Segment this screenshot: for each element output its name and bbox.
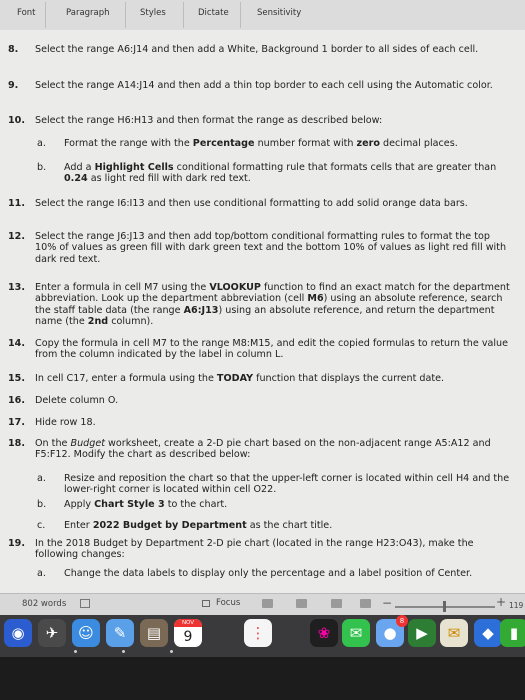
step-text: Hide row 18.: [35, 417, 96, 428]
ribbon-divider: [240, 2, 241, 28]
ribbon-divider: [45, 2, 46, 28]
contacts-app-icon[interactable]: ▤: [140, 619, 168, 647]
numbers-app-icon[interactable]: ▮: [500, 619, 525, 647]
ribbon-divider: [183, 2, 184, 28]
step-text: Enter 2022 Budget by Department as the chart title.: [64, 520, 333, 531]
step-text: Select the range I6:I13 and then use conditional formatting to add solid orange data bars.: [35, 198, 468, 209]
facetime-app-icon[interactable]: ● 8: [376, 619, 404, 647]
step-text: Add a Highlight Cells conditional formatting rule that formats cells that are greater than 0.24 as light red fill with dark red text.: [64, 162, 497, 185]
zoom-out-button[interactable]: −: [382, 596, 393, 610]
notes-app-icon[interactable]: ✉: [440, 619, 468, 647]
finder-app-icon[interactable]: ☺: [72, 619, 100, 647]
facetime-camera-app-icon[interactable]: ▶: [408, 619, 436, 647]
notification-badge: 8: [396, 615, 408, 627]
step-text: In cell C17, enter a formula using the TODAY function that displays the current date.: [35, 373, 445, 384]
calendar-app-icon[interactable]: [174, 619, 202, 647]
step-text: Delete column O.: [35, 395, 119, 406]
print-layout-icon[interactable]: [262, 599, 273, 608]
step-text: Enter a formula in cell M7 using the VLOOKUP function to find an exact match for the department abbreviation. Look up the department abbreviation (cell M6) using an absolute reference, search the staff table data (the range A6:J13) using an absolute reference, and return the department name (the 2nd column).: [35, 282, 510, 328]
step-number: 15.: [8, 373, 25, 384]
siri-app-icon[interactable]: ◉: [4, 619, 32, 647]
ribbon-group-paragraph[interactable]: Paragraph: [66, 8, 110, 18]
step-number: b.: [37, 162, 47, 173]
step-text: Resize and reposition the chart so that the upper-left corner is located within cell H4 and the lower-right corner is located within cell O22.: [64, 473, 510, 496]
step-number: 18.: [8, 438, 25, 449]
step-text: Select the range A14:J14 and then add a thin top border to each cell using the Automatic color.: [35, 80, 493, 91]
read-mode-icon[interactable]: [296, 599, 307, 608]
step-number: a.: [37, 473, 46, 484]
step-text: On the Budget worksheet, create a 2-D pie chart based on the non-adjacent range A5:A12 and F5:F12. Modify the chart as described below:: [35, 438, 491, 461]
running-indicator: [122, 650, 125, 653]
step-number: 9.: [8, 80, 19, 91]
ribbon-divider: [125, 2, 126, 28]
step-text: Copy the formula in cell M7 to the range M8:M15, and edit the copied formulas to return the value from the column indicated by the label in column L.: [35, 338, 509, 361]
document-page[interactable]: [0, 30, 525, 593]
step-number: 14.: [8, 338, 25, 349]
ribbon-group-dictate[interactable]: Dictate: [198, 8, 229, 18]
launchpad-app-icon[interactable]: ✈: [38, 619, 66, 647]
calendar-month: NOV: [174, 619, 202, 627]
focus-button[interactable]: Focus: [216, 598, 241, 608]
step-number: b.: [37, 499, 47, 510]
app-store-app-icon[interactable]: ◆: [474, 619, 502, 647]
step-number: 11.: [8, 198, 25, 209]
step-number: a.: [37, 138, 46, 149]
zoom-slider-knob[interactable]: [443, 601, 446, 612]
step-number: c.: [37, 520, 46, 531]
ribbon-group-font[interactable]: Font: [17, 8, 36, 18]
running-indicator: [170, 650, 173, 653]
running-indicator: [74, 650, 77, 653]
word-count[interactable]: 802 words: [22, 599, 67, 609]
step-number: 17.: [8, 417, 25, 428]
step-number: 19.: [8, 538, 25, 549]
ribbon-group-styles[interactable]: Styles: [140, 8, 166, 18]
zoom-in-button[interactable]: +: [496, 595, 507, 609]
calendar-day: 9: [183, 629, 193, 645]
focus-icon: [202, 600, 210, 607]
step-text: Change the data labels to display only the percentage and a label position of Center.: [64, 568, 473, 579]
step-number: 8.: [8, 44, 19, 55]
step-number: 16.: [8, 395, 25, 406]
step-number: 13.: [8, 282, 25, 293]
step-number: 12.: [8, 231, 25, 242]
step-text: In the 2018 Budget by Department 2-D pie chart (located in the range H23:O43), make the following changes:: [35, 538, 474, 561]
step-number: a.: [37, 568, 46, 579]
step-text: Select the range H6:H13 and then format the range as described below:: [35, 115, 383, 126]
messages-app-icon[interactable]: ✉: [342, 619, 370, 647]
reminders-app-icon[interactable]: ⋮: [244, 619, 272, 647]
desk-surface: [0, 657, 525, 700]
status-bar: [0, 593, 525, 616]
step-text: Select the range A6:J14 and then add a White, Background 1 border to all sides of each cell.: [35, 44, 479, 55]
step-text: Select the range J6:J13 and then add top/bottom conditional formatting rules to format the top 10% of values as green fill with dark green text and the bottom 10% of values as light red fill with dark red text.: [35, 231, 507, 265]
step-number: 10.: [8, 115, 25, 126]
step-text: Format the range with the Percentage number format with zero decimal places.: [64, 138, 458, 149]
ribbon: [0, 0, 525, 31]
outline-view-icon[interactable]: [360, 599, 371, 608]
zoom-level: 119: [509, 601, 524, 610]
step-text: Apply Chart Style 3 to the chart.: [64, 499, 228, 510]
preview-app-icon[interactable]: ✎: [106, 619, 134, 647]
ribbon-group-sensitivity[interactable]: Sensitivity: [257, 8, 302, 18]
proofing-icon[interactable]: [80, 599, 90, 608]
dock: [0, 615, 525, 657]
web-layout-icon[interactable]: [331, 599, 342, 608]
photos-app-icon[interactable]: ❀: [310, 619, 338, 647]
